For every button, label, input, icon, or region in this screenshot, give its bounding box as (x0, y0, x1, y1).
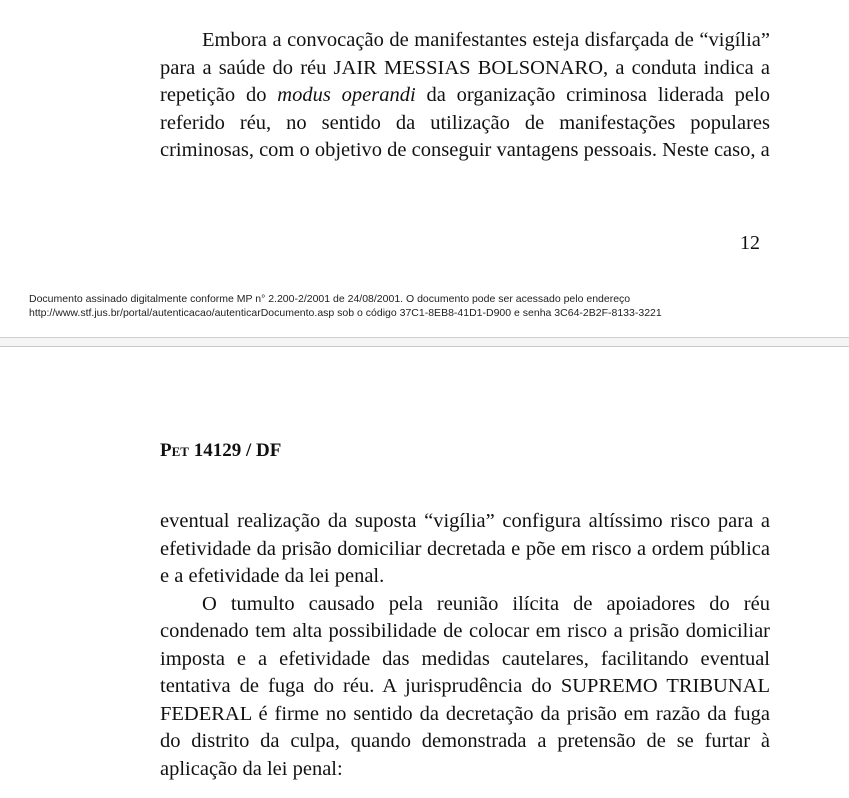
footer-line-2: http://www.stf.jus.br/portal/autenticacao/autenticarDocumento.asp sob o código 37C1-8EB8-41D1-D900 e senha 3C64-2B2F-8133-3221 (29, 307, 662, 319)
italic-term: modus operandi (277, 84, 416, 106)
paragraph-vigilia (160, 27, 770, 165)
digital-signature-footer (29, 292, 662, 320)
header-case-number: 14129 / DF (188, 440, 282, 461)
document-page-12 (0, 0, 849, 337)
header-prefix: Pet (160, 440, 189, 461)
page-number: 12 (740, 232, 760, 254)
body-text (160, 508, 770, 783)
text-segment: Embora a convocação de manifestantes esteja disfarçada de “vigília” para a saúde do réu JAIR MESSIAS BOLSONARO, a conduta indica a repetição do (160, 29, 770, 106)
paragraph-text (160, 27, 770, 165)
text-segment: da organização criminosa liderada pelo referido réu, no sentido da utilização de manifestações populares criminosas, com o objetivo de conseguir vantagens pessoais. Neste caso, a (160, 84, 770, 161)
footer-line-1: Documento assinado digitalmente conforme MP n° 2.200-2/2001 de 24/08/2001. O documento pode ser acessado pelo endereço (29, 293, 631, 305)
paragraph-tumulto: O tumulto causado pela reunião ilícita de apoiadores do réu condenado tem alta possibilidade de colocar em risco a prisão domiciliar imposta e a efetividade das medidas cautelares, facilitando eventual tentativa de fuga do réu. A jurisprudência do SUPREMO TRIBUNAL FEDERAL é firme no sentido da decretação da prisão em razão da fuga do distrito da culpa, quando demonstrada a pretensão de se furtar à aplicação da lei penal: (160, 592, 770, 780)
paragraph-continuation: eventual realização da suposta “vigília” configura altíssimo risco para a efetividade da prisão domiciliar decretada e põe em risco a ordem pública e a efetividade da lei penal. (160, 510, 770, 587)
page-separator (0, 337, 849, 347)
document-page-13 (0, 347, 849, 798)
page-header (160, 440, 281, 462)
